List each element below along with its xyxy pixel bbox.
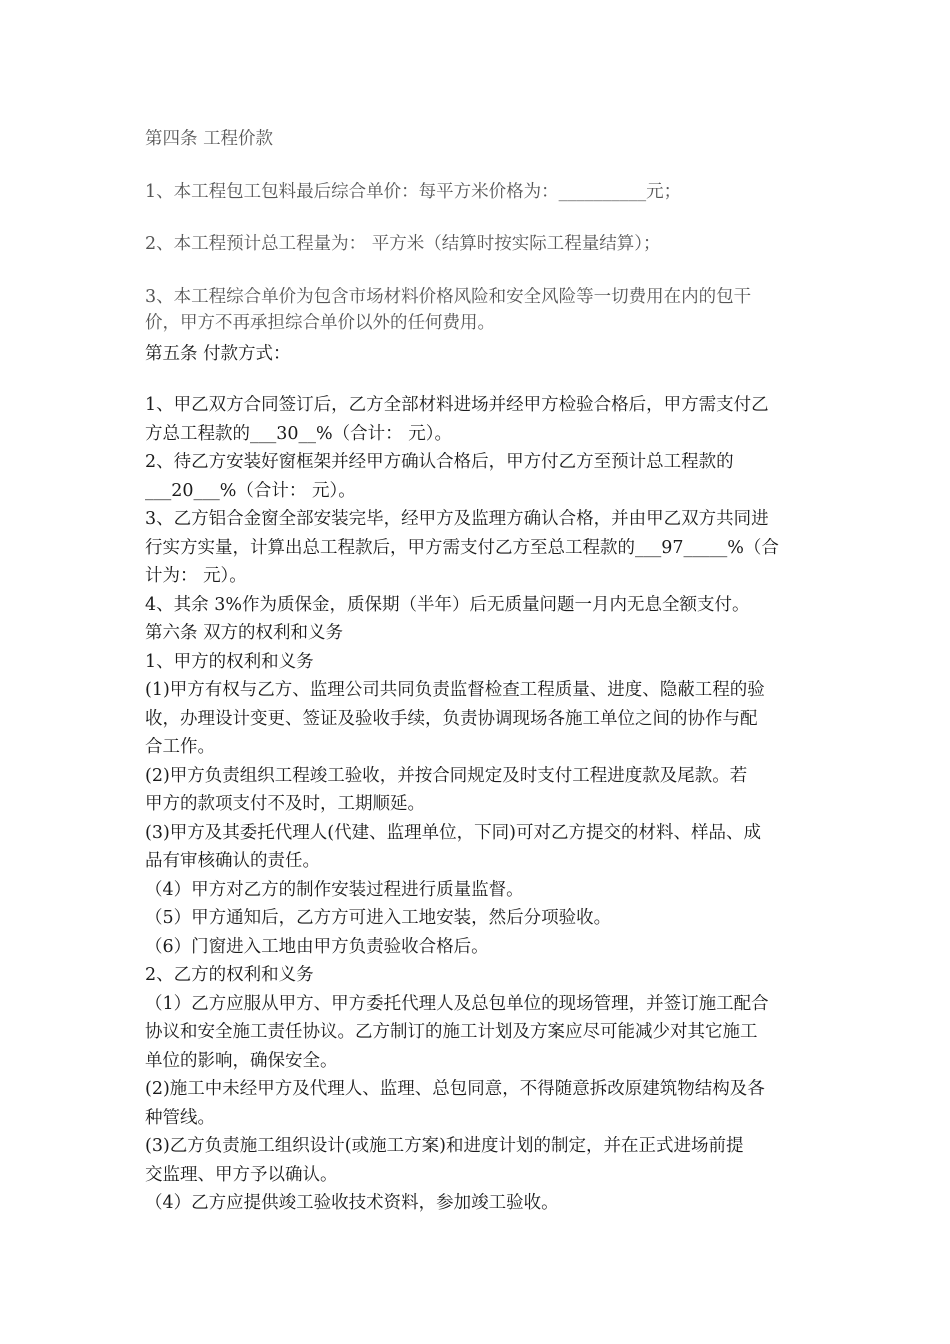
section5-heading: 第五条 付款方式： bbox=[145, 344, 291, 364]
section6-heading: 第六条 双方的权利和义务 bbox=[145, 623, 344, 643]
party-b-p3-line1: (3)乙方负责施工组织设计(或施工方案)和进度计划的制定，并在正式进场前提 bbox=[145, 1136, 744, 1156]
party-b-title: 2、乙方的权利和义务 bbox=[145, 965, 314, 985]
section5-item1-line1: 1、甲乙双方合同签订后，乙方全部材料进场并经甲方检验合格后，甲方需支付乙 bbox=[145, 395, 769, 415]
section4-item2: 2、本工程预计总工程量为： 平方米（结算时按实际工程量结算）； bbox=[145, 234, 661, 254]
party-b-p1-line2: 协议和安全施工责任协议。乙方制订的施工计划及方案应尽可能减少对其它施工 bbox=[145, 1022, 758, 1042]
party-b-p1-line1: （1）乙方应服从甲方、甲方委托代理人及总包单位的现场管理，并签订施工配合 bbox=[145, 994, 769, 1014]
section5-item4: 4、其余 3%作为质保金，质保期（半年）后无质量问题一月内无息全额支付。 bbox=[145, 595, 750, 615]
section4-item1: 1、本工程包工包料最后综合单价：每平方米价格为：__________元； bbox=[145, 182, 682, 202]
party-a-p4: （4）甲方对乙方的制作安装过程进行质量监督。 bbox=[145, 880, 524, 900]
party-b-p1-line3: 单位的影响，确保安全。 bbox=[145, 1051, 338, 1071]
section4-item3-line1: 3、本工程综合单价为包含市场材料价格风险和安全风险等一切费用在内的包干 bbox=[145, 287, 752, 307]
party-a-title: 1、甲方的权利和义务 bbox=[145, 652, 314, 672]
party-a-p3-line1: (3)甲方及其委托代理人(代建、监理单位，下同)可对乙方提交的材料、样品、成 bbox=[145, 823, 761, 843]
party-b-p2-line2: 种管线。 bbox=[145, 1108, 215, 1128]
party-a-p6: （6）门窗进入工地由甲方负责验收合格后。 bbox=[145, 937, 489, 957]
party-a-p2-line2: 甲方的款项支付不及时，工期顺延。 bbox=[145, 794, 425, 814]
section5-item3-line1: 3、乙方铝合金窗全部安装完毕，经甲方及监理方确认合格，并由甲乙双方共同进 bbox=[145, 509, 769, 529]
party-a-p2-line1: (2)甲方负责组织工程竣工验收，并按合同规定及时支付工程进度款及尾款。若 bbox=[145, 766, 748, 786]
party-b-p3-line2: 交监理、甲方予以确认。 bbox=[145, 1165, 338, 1185]
section4-item3-line2: 价，甲方不再承担综合单价以外的任何费用。 bbox=[145, 313, 495, 333]
section5-item3-line3: 计为： 元）。 bbox=[145, 566, 247, 586]
party-a-p1-line3: 合工作。 bbox=[145, 737, 215, 757]
party-a-p5: （5）甲方通知后，乙方方可进入工地安装，然后分项验收。 bbox=[145, 908, 612, 928]
section5-item3-line2: 行实方实量，计算出总工程款后，甲方需支付乙方至总工程款的___97_____%（合 bbox=[145, 538, 779, 558]
section4-heading: 第四条 工程价款 bbox=[145, 129, 274, 149]
party-a-p1-line2: 收，办理设计变更、签证及验收手续，负责协调现场各施工单位之间的协作与配 bbox=[145, 709, 758, 729]
party-b-p2-line1: (2)施工中未经甲方及代理人、监理、总包同意，不得随意拆改原建筑物结构及各 bbox=[145, 1079, 765, 1099]
section5-item2-line1: 2、待乙方安装好窗框架并经甲方确认合格后，甲方付乙方至预计总工程款的 bbox=[145, 452, 734, 472]
section5-item1-line2: 方总工程款的___30__%（合计： 元）。 bbox=[145, 424, 452, 444]
party-b-p4: （4）乙方应提供竣工验收技术资料，参加竣工验收。 bbox=[145, 1193, 559, 1213]
section5-item2-line2: ___20___%（合计： 元）。 bbox=[145, 481, 356, 501]
party-a-p3-line2: 品有审核确认的责任。 bbox=[145, 851, 320, 871]
party-a-p1-line1: (1)甲方有权与乙方、监理公司共同负责监督检查工程质量、进度、隐蔽工程的验 bbox=[145, 680, 765, 700]
